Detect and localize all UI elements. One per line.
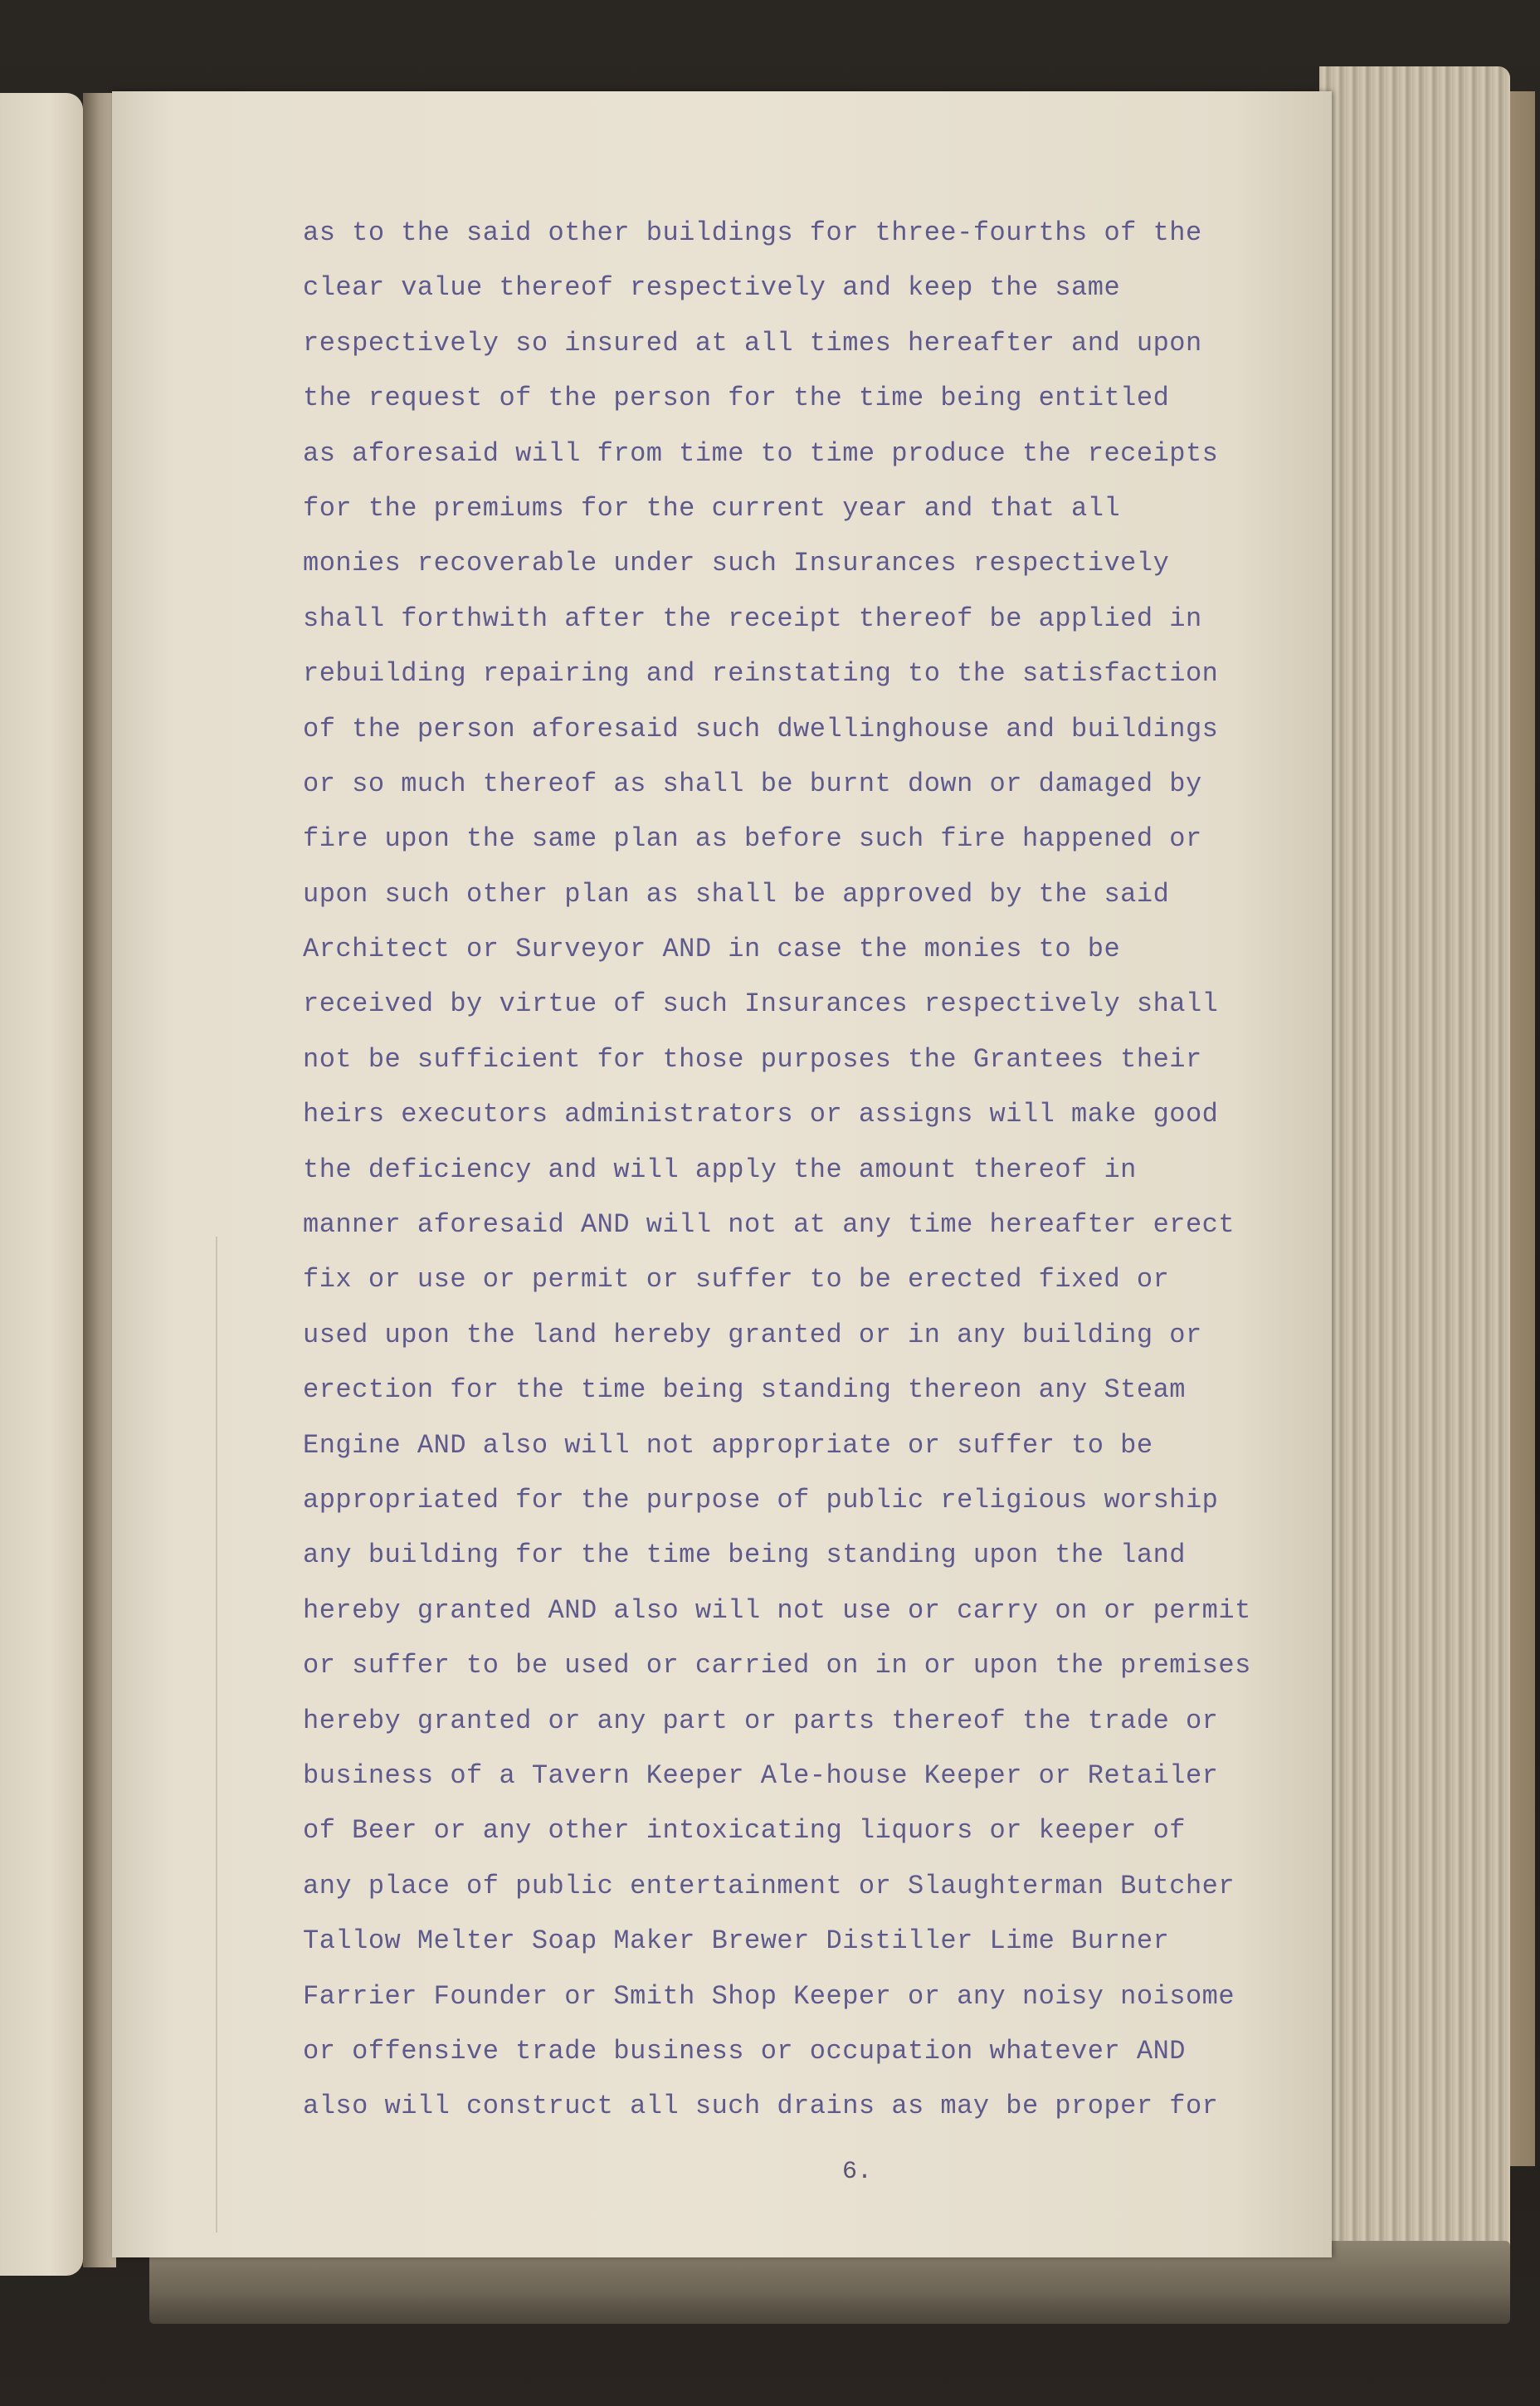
text-line: fix or use or permit or suffer to be erected fixed or bbox=[303, 1264, 1170, 1296]
text-line: as to the said other buildings for three-fourths of the bbox=[303, 217, 1202, 248]
text-line: received by virtue of such Insurances respectively shall bbox=[303, 988, 1219, 1020]
text-line: Architect or Surveyor AND in case the monies to be bbox=[303, 934, 1121, 965]
text-line: or so much thereof as shall be burnt down or damaged by bbox=[303, 768, 1202, 799]
text-line: Tallow Melter Soap Maker Brewer Distiller Lime Burner bbox=[303, 1925, 1170, 1957]
text-line: manner aforesaid AND will not at any time hereafter erect bbox=[303, 1209, 1235, 1241]
text-line: erection for the time being standing thereon any Steam bbox=[303, 1374, 1186, 1406]
text-line: or suffer to be used or carried on in or upon the premises bbox=[303, 1650, 1251, 1681]
margin-pencil-line bbox=[216, 1237, 217, 2233]
text-line: of the person aforesaid such dwellinghouse and buildings bbox=[303, 713, 1219, 744]
text-line: the request of the person for the time being entitled bbox=[303, 383, 1170, 414]
text-line: upon such other plan as shall be approved by the said bbox=[303, 878, 1170, 910]
book-gutter bbox=[83, 93, 116, 2267]
text-line: any place of public entertainment or Slaughterman Butcher bbox=[303, 1870, 1235, 1901]
text-line: Farrier Founder or Smith Shop Keeper or any noisy noisome bbox=[303, 1980, 1235, 2012]
text-line: appropriated for the purpose of public religious worship bbox=[303, 1484, 1219, 1515]
left-facing-page bbox=[0, 93, 83, 2276]
text-line: also will construct all such drains as may be proper for bbox=[303, 2091, 1219, 2122]
text-line: heirs executors administrators or assigns will make good bbox=[303, 1099, 1219, 1130]
text-line: used upon the land hereby granted or in any building or bbox=[303, 1319, 1202, 1350]
text-line: rebuilding repairing and reinstating to the satisfaction bbox=[303, 658, 1219, 690]
text-line: shall forthwith after the receipt thereof be applied in bbox=[303, 603, 1202, 634]
text-line: monies recoverable under such Insurances respectively bbox=[303, 548, 1170, 579]
text-line: any building for the time being standing upon the land bbox=[303, 1540, 1186, 1571]
text-line: hereby granted AND also will not use or carry on or permit bbox=[303, 1594, 1251, 1626]
document-body bbox=[303, 206, 1348, 2135]
text-line: Engine AND also will not appropriate or suffer to be bbox=[303, 1429, 1153, 1461]
text-line: or offensive trade business or occupation whatever AND bbox=[303, 2035, 1186, 2067]
text-line: fire upon the same plan as before such fire happened or bbox=[303, 823, 1202, 855]
text-line: the deficiency and will apply the amount thereof in bbox=[303, 1154, 1137, 1185]
text-line: hereby granted or any part or parts thereof the trade or bbox=[303, 1705, 1219, 1736]
text-line: business of a Tavern Keeper Ale-house Keeper or Retailer bbox=[303, 1759, 1219, 1791]
text-line: not be sufficient for those purposes the Grantees their bbox=[303, 1043, 1202, 1075]
text-line: respectively so insured at all times hereafter and upon bbox=[303, 327, 1202, 359]
text-line: clear value thereof respectively and keep the same bbox=[303, 272, 1121, 304]
page-number: 6. bbox=[842, 2158, 873, 2186]
document-page bbox=[112, 91, 1332, 2257]
text-line: of Beer or any other intoxicating liquors or keeper of bbox=[303, 1815, 1186, 1847]
text-line: as aforesaid will from time to time produce the receipts bbox=[303, 437, 1219, 469]
text-line: for the premiums for the current year and that all bbox=[303, 492, 1121, 524]
